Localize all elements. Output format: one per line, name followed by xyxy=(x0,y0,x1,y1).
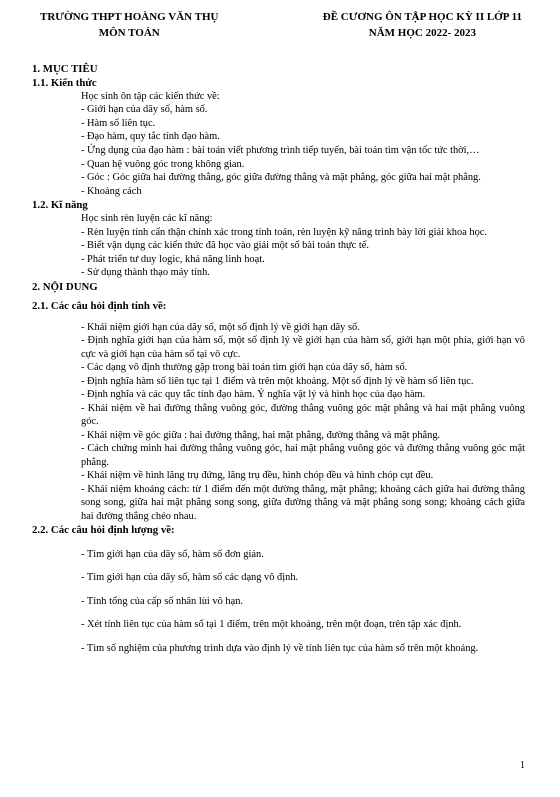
list-item: - Tìm giới hạn của dãy số, hàm số đơn giản. xyxy=(81,548,264,560)
list-item: - Tìm giới hạn của dãy số, hàm số các dạng vô định. xyxy=(81,572,299,584)
subject-name: MÔN TOÁN xyxy=(98,26,160,39)
list-item: - Định nghĩa và các quy tắc tính đạo hàm. Ý nghĩa vật lý và hình học của đạo hàm. xyxy=(81,389,426,401)
knowledge-list xyxy=(32,90,528,198)
list-item: - Khái niệm về hình lăng trụ đứng, lăng trụ đều, hình chóp đều và hình chóp cụt đều. xyxy=(81,470,434,482)
header-right xyxy=(323,10,522,42)
quantitative-list xyxy=(32,548,528,656)
list-item: - Biết vận dụng các kiến thức đã học vào giải một số bài toán thực tế. xyxy=(81,240,369,252)
school-year: NĂM HỌC 2022- 2023 xyxy=(368,26,476,39)
list-item: - Tìm số nghiệm của phương trình dựa vào định lý về tính liên tục của hàm số trên một khoảng. xyxy=(81,642,479,654)
list-item: - Góc : Góc giữa hai đường thẳng, góc giữa đường thẳng và mặt phẳng, góc giữa hai mặt phẳng. xyxy=(81,172,481,184)
subsection-heading-knowledge: 1.1. Kiến thức xyxy=(32,76,97,89)
list-item: - Quan hệ vuông góc trong không gian. xyxy=(81,158,245,170)
list-item: - Khoảng cách xyxy=(81,185,142,197)
skills-intro: Học sinh rèn luyện các kĩ năng: xyxy=(81,213,213,225)
school-name: TRƯỜNG THPT HOÀNG VĂN THỤ xyxy=(40,11,219,23)
list-item: - Tính tổng của cấp số nhân lùi vô hạn. xyxy=(81,595,243,607)
qualitative-list xyxy=(32,321,528,524)
document-title: ĐỀ CƯƠNG ÔN TẬP HỌC KỲ II LỚP 11 xyxy=(322,11,522,23)
list-item: - Định nghĩa hàm số liên tục tại 1 điểm và trên một khoảng. Một số định lý về hàm số liên tục. xyxy=(81,375,474,387)
list-item: - Các dạng vô định thường gặp trong bài toán tìm giới hạn của dãy số, hàm số. xyxy=(81,362,408,374)
list-item: - Đạo hàm, quy tắc tính đạo hàm. xyxy=(81,131,220,143)
list-item: - Khái niệm về hai đường thẳng vuông góc, đường thẳng vuông góc mặt phẳng và hai mặt phẳng vuông góc. xyxy=(81,402,525,428)
page-number: 1 xyxy=(520,760,525,771)
list-item: - Định nghĩa giới hạn của hàm số, một số định lý về giới hạn của hàm số, giới hạn một phía, giới hạn vô cực và giới hạn của hàm số tại vô cực. xyxy=(81,335,525,360)
list-item: - Khái niệm khoảng cách: từ 1 điểm đến một đường thẳng, mặt phẳng; khoảng cách giữa hai đường thẳng song song, giữa hai mặt phẳng song song, giữa đường thẳng và mặt phẳng song song; khoảng cách giữa hai đường thẳng chéo nhau. xyxy=(81,483,525,522)
list-item: - Xét tính liên tục của hàm số tại 1 điểm, trên một khoảng, trên một đoạn, trên tập xác định. xyxy=(81,619,462,631)
skills-list xyxy=(32,212,528,280)
list-item: - Cách chứng minh hai đường thẳng vuông góc, hai mặt phẳng vuông góc và đường thẳng vuông góc mặt phẳng. xyxy=(81,443,525,468)
document-header xyxy=(40,10,522,42)
subsection-heading-qualitative: 2.1. Các câu hỏi định tính về: xyxy=(32,299,167,312)
list-item: - Hàm số liên tục. xyxy=(81,117,156,129)
section-heading-content: 2. NỘI DUNG xyxy=(32,280,98,293)
list-item: - Sử dụng thành thạo máy tính. xyxy=(81,267,210,279)
subsection-heading-quantitative: 2.2. Các câu hỏi định lượng về: xyxy=(32,524,175,537)
list-item: - Phát triển tư duy logic, khả năng linh hoạt. xyxy=(81,253,265,265)
list-item: - Khái niệm về góc giữa : hai đường thẳng, hai mặt phẳng, đường thẳng và mặt phẳng. xyxy=(81,429,441,441)
list-item: - Rèn luyện tính cẩn thận chính xác trong tính toán, rèn luyện kỹ năng trình bày lời giải khoa học. xyxy=(81,226,488,238)
list-item: - Khái niệm giới hạn của dãy số, một số định lý về giới hạn dãy số. xyxy=(81,321,360,333)
section-heading-objectives: 1. MỤC TIÊU xyxy=(32,62,98,75)
list-item: - Ứng dụng của đạo hàm : bài toán viết phương trình tiếp tuyến, bài toán tìm vận tốc tức thời,… xyxy=(81,145,480,156)
knowledge-intro: Học sinh ôn tập các kiến thức về: xyxy=(81,90,220,102)
header-left xyxy=(40,10,218,42)
list-item: - Giới hạn của dãy số, hàm số. xyxy=(81,104,208,116)
subsection-heading-skills: 1.2. Kĩ năng xyxy=(32,199,88,212)
